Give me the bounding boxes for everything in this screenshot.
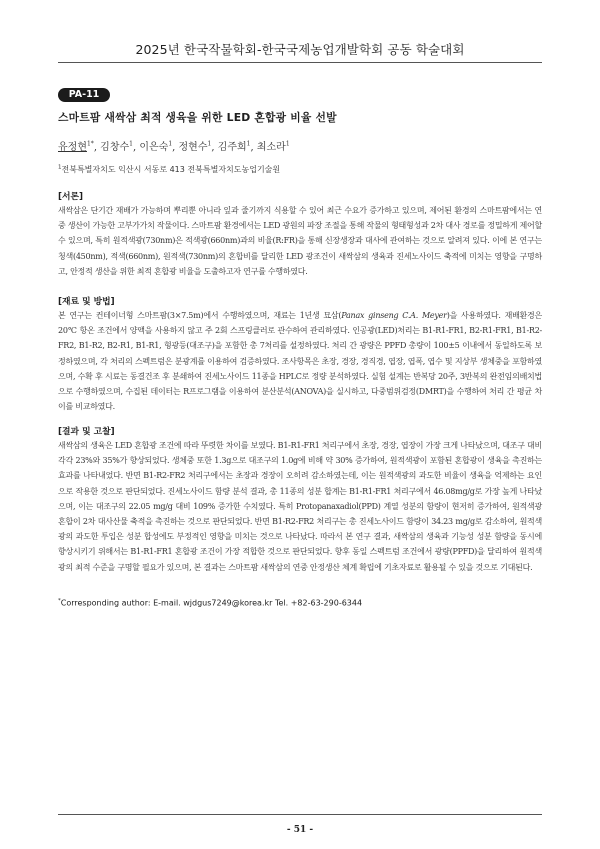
paper-title: 스마트팜 새싹삼 최적 생육을 위한 LED 혼합광 비율 선발	[58, 111, 337, 124]
author-affiliation-mark: 1	[207, 140, 212, 148]
author-name: 이은숙	[139, 142, 169, 153]
author-affiliation-mark: 1	[285, 140, 290, 148]
author-separator: ,	[93, 142, 101, 153]
author-4	[179, 142, 218, 153]
species-name: Panax ginseng C.A. Meyer	[341, 311, 447, 320]
footnote-text: Corresponding author: E-mail. wjdgus7249@korea.kr Tel. +82-63-290-6344	[60, 598, 363, 608]
affiliation-text: 전북특별자치도 익산시 서동로 413 전북특별자치도농업기술원	[61, 165, 281, 174]
section-heading: [재료 및 방법]	[58, 297, 115, 307]
section-introduction	[58, 189, 542, 279]
footnote-mark: *	[58, 598, 61, 604]
conference-header: 2025년 한국작물학회-한국국제농업개발학회 공동 학술대회	[135, 42, 465, 57]
section-heading: [결과 및 고찰]	[58, 427, 115, 437]
author-name: 최소라	[256, 142, 286, 153]
author-separator: ,	[250, 142, 257, 153]
author-name: 유정현	[58, 142, 87, 153]
author-1	[58, 142, 100, 153]
section-results	[58, 424, 542, 575]
author-name: 김주희	[217, 142, 247, 153]
section-body: 새싹삼은 단기간 재배가 가능하며 뿌리뿐 아니라 잎과 줄기까지 식용할 수 있어 최근 수요가 증가하고 있으며, 제어된 환경의 스마트팜에서는 연중 생산이 가능한 고부가가치 작물이다. 스마트팜 환경에서는 LED 광원의 파장 조절을 통해 작물의 형태형성과 2차 대사 경로를 정밀하게 제어할 수 있으며, 특히 원적색광(730nm)은 적색광(660nm)과의 비율(R:FR)을 통해 신장생장과 대사에 관여하는 것으로 알려져 있다. 이에 본 연구는 청색(450nm), 적색(660nm), 원적색(730nm)의 혼합비를 달리한 LED 광조건이 새싹삼의 생육과 진세노사이드 축적에 미치는 영향을 구명하고, 안정적 생산을 위한 최적 혼합광 비율을 도출하고자 연구를 수행하였다.	[58, 206, 542, 276]
header-divider	[58, 62, 542, 63]
author-name: 김창수	[100, 142, 130, 153]
author-3	[139, 142, 178, 153]
section-body	[58, 308, 542, 414]
author-5	[218, 142, 257, 153]
methods-text-b: )을 사용하였다. 재배환경은 20℃ 항온 조건에서 양액을 사용하지 않고 주 2회 스프링클러로 관수하여 관리하였다. 인공광(LED)처리는 B1-R1-FR1, B2-R1-FR1, B1-R2-FR2, B1-R2, B2-R1, B1-R1, 형광등(대조구)을 포함한 총 7처리를 설정하였다. 처리 간 광량은 PPFD 총량이 100±5 이내에서 동일하도록 보정하였으며, 각 처리의 스펙트럼은 분광계를 이용하여 검증하였다. 조사항목은 초장, 경장, 경직경, 엽장, 엽폭, 엽수 및 지상부 생체중을 포함하였으며, 수확 후 시료는 동결건조 후 분쇄하여 진세노사이드 11종을 HPLC로 정량 분석하였다. 실험 설계는 반복당 20주, 3반복의 완전임의배치법으로 수행하였으며, 수집된 데이터는 R프로그램을 이용하여 분산분석(ANOVA)을 실시하고, 다중범위검정(DMRT)을 수행하여 처리 간 평균 차이를 비교하였다.	[58, 311, 542, 412]
footer-divider	[58, 814, 542, 815]
author-list	[58, 138, 542, 153]
author-name: 정현수	[178, 142, 208, 153]
page-number: - 51 -	[286, 825, 314, 835]
author-affiliation-mark: 1	[246, 140, 251, 148]
poster-id-badge: PA-11	[58, 88, 110, 102]
author-affiliation-mark: 1	[168, 140, 173, 148]
section-methods	[58, 294, 542, 414]
affiliation	[58, 164, 542, 175]
author-separator: ,	[211, 142, 218, 153]
author-affiliation-mark: 1*	[86, 140, 94, 148]
section-body: 새싹삼의 생육은 LED 혼합광 조건에 따라 뚜렷한 차이를 보였다. B1-R1-FR1 처리구에서 초장, 경장, 엽장이 가장 크게 나타났으며, 대조구 대비 각각 23%와 35%가 향상되었다. 생체중 또한 1.3g으로 대조구의 1.0g에 비해 약 30% 증가하여, 원적색광이 포함된 혼합광이 생육을 촉진하는 효과를 나타내었다. 반면 B1-R2-FR2 처리구에서는 초장과 경장이 오히려 감소하였는데, 이는 원적색광의 과도한 비율이 생육을 억제하는 요인으로 작용한 것으로 판단되었다. 진세노사이드 함량 분석 결과, 총 11종의 성분 합계는 B1-R1-FR1 처리구에서 46.08mg/g로 가장 높게 나타났으며, 이는 대조구의 22.05 mg/g 대비 109% 증가한 수치였다. 특히 Protopanaxadiol(PPD) 계열 성분의 함량이 현저히 증가하여, 원적색광 혼합이 2차 대사산물 축적을 촉진하는 것으로 판단되었다. 반면 B1-R2-FR2 처리구는 총 진세노사이드 함량이 34.23 mg/g로 감소하여, 원적색광의 과도한 투입은 성분 합성에도 부정적인 영향을 미치는 것으로 나타났다. 따라서 본 연구 결과, 새싹삼의 생육과 기능성 성분 함량을 동시에 향상시키기 위해서는 B1-R1-FR1 혼합광 조건이 가장 적합한 것으로 판단되었다. 향후 동일 스펙트럼 조건에서 광량(PPFD)을 달리하여 원적색광의 최적 수준을 구명할 필요가 있으며, 본 결과는 스마트팜 새싹삼의 연중 안정생산 체계 확립에 기초자료로 활용될 수 있을 것으로 기대된다.	[58, 441, 542, 572]
author-affiliation-mark: 1	[129, 140, 133, 148]
section-heading: [서론]	[58, 192, 84, 202]
author-separator: ,	[172, 142, 179, 153]
corresponding-author-footnote	[58, 598, 542, 608]
affiliation-mark: 1	[58, 164, 62, 171]
author-2	[100, 142, 139, 153]
author-separator: ,	[132, 142, 140, 153]
methods-text-a: 본 연구는 컨테이너형 스마트팜(3×7.5m)에서 수행하였으며, 재료는 1년생 묘삼(	[58, 311, 342, 320]
author-6	[257, 142, 290, 153]
